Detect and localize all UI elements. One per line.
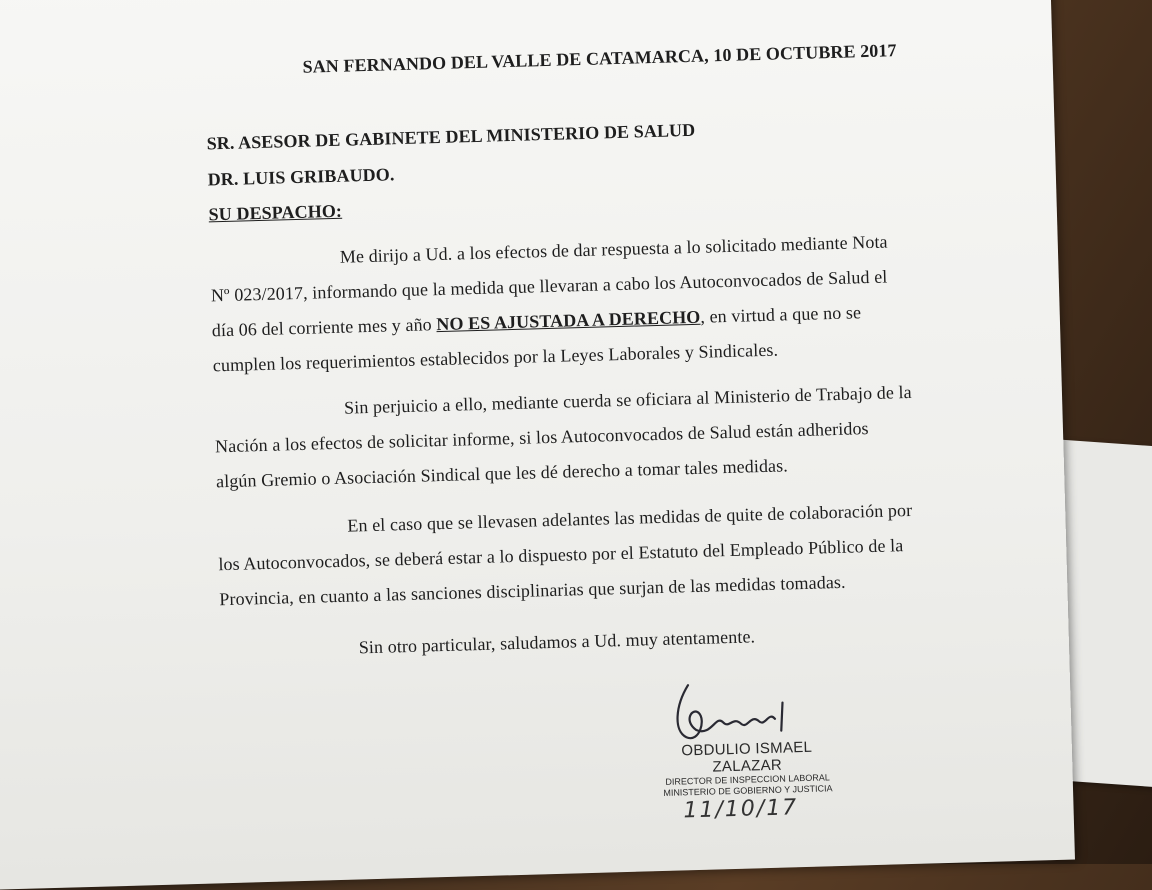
signatory-role: DIRECTOR DE INSPECCION LABORAL xyxy=(665,772,830,787)
paragraph-3-line-3: Provincia, en cuanto a las sanciones disciplinarias que surjan de las medidas tomadas. xyxy=(219,571,846,610)
paragraph-1-line-3 xyxy=(212,302,862,341)
paragraph-3-line-1: En el caso que se llevasen adelantes las medidas de quite de colaboración por xyxy=(347,499,913,536)
paragraph-2-line-2: Nación a los efectos de solicitar informe, si los Autoconvocados de Salud están adheridos xyxy=(214,418,869,457)
closing-line: Sin otro particular, saludamos a Ud. muy atentamente. xyxy=(358,626,756,658)
emphasis-not-lawful: NO ES AJUSTADA A DERECHO xyxy=(436,306,701,335)
paragraph-1-line-1: Me dirijo a Ud. a los efectos de dar respuesta a lo solicitado mediante Nota xyxy=(339,231,888,267)
paragraph-1-line-4: cumplen los requerimientos establecidos por la Leyes Laborales y Sindicales. xyxy=(212,339,779,376)
paragraph-1-line-3-end: , en virtud a que no se xyxy=(700,302,862,327)
place-date-header: SAN FERNANDO DEL VALLE DE CATAMARCA, 10 DE OCTUBRE 2017 xyxy=(302,40,897,77)
signature-block xyxy=(647,738,848,800)
signatory-name: OBDULIO ISMAEL ZALAZAR xyxy=(681,738,813,776)
paragraph-3-line-2: los Autoconvocados, se deberá estar a lo dispuesto por el Estatuto del Empleado Público de la xyxy=(218,535,904,575)
addressee-title: SR. ASESOR DE GABINETE DEL MINISTERIO DE SALUD xyxy=(206,119,696,154)
addressee-name: DR. LUIS GRIBAUDO. xyxy=(207,164,395,190)
paragraph-2-line-1: Sin perjuicio a ello, mediante cuerda se oficiara al Ministerio de Trabajo de la xyxy=(343,381,912,418)
paragraph-1-line-2: Nº 023/2017, informando que la medida que llevaran a cabo los Autoconvocados de Salud el xyxy=(210,266,888,306)
handwritten-date: 11/10/17 xyxy=(683,795,799,824)
paragraph-1-line-3-start: día 06 del corriente mes y año xyxy=(211,314,437,341)
signatory-ministry: MINISTERIO DE GOBIERNO Y JUSTICIA xyxy=(663,783,833,798)
addressee-office: SU DESPACHO: xyxy=(208,200,343,225)
paragraph-2-line-3: algún Gremio o Asociación Sindical que les dé derecho a tomar tales medidas. xyxy=(215,455,789,492)
